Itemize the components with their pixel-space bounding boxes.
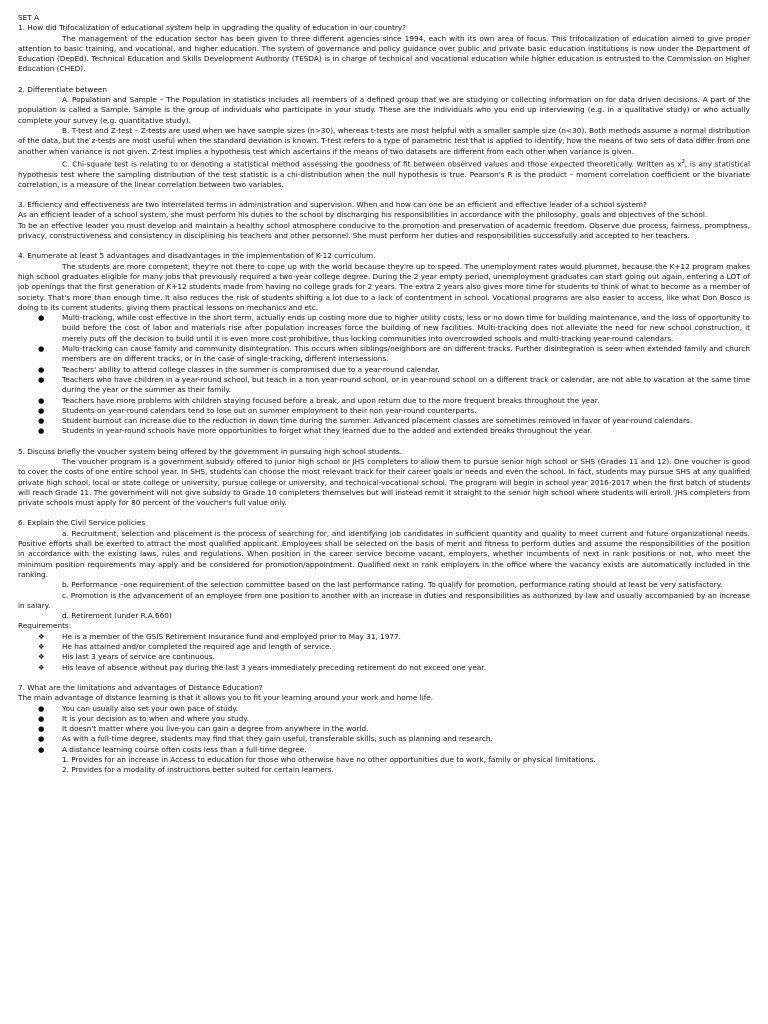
list-item (18, 724, 750, 734)
bullet-icon: ● (38, 713, 45, 723)
answer-7-intro: The main advantage of distance learning is that it allows you to fit your learning around your work and home life. (18, 693, 434, 703)
list-item (18, 652, 750, 662)
list-item (18, 365, 750, 375)
answer-3-efficient: As an efficient leader of a school system, she must perform his duties to the school by discharging his responsibilities in accordance with the philosophy, goals and objectives of the school. (18, 210, 708, 220)
question-7: 7. What are the limitations and advantages of Distance Education? (18, 682, 263, 692)
list-item-text: Students in year-round schools have more opportunities to forget what they learned due to the added and extended breaks throughout the year. (62, 426, 593, 436)
question-4: 4. Enumerate at least 5 advantages and disadvantages in the implementation of K-12 curriculum. (18, 251, 376, 261)
list-item-text: Teachers have more problems with children staying focused before a break, and upon return due to the more frequent breaks throughout the year. (62, 395, 600, 405)
answer-6b: b. Performance –one requirement of the selection committee based on the last performance rating. To qualify for promotion, performance rating should at least be very satisfactory. (62, 580, 723, 590)
bullet-icon: ● (38, 426, 45, 436)
answer-6d: d. Retirement (under R.A.660) (62, 611, 172, 621)
list-item-text: A distance learning course often costs less than a full-time degree. (62, 744, 307, 754)
diamond-bullet-icon: ❖ (38, 652, 45, 662)
list-item (18, 426, 750, 436)
bullet-icon: ● (38, 344, 45, 354)
bullet-icon: ● (38, 364, 45, 374)
list-item-text: You can usually also set your own pace of study. (62, 703, 238, 713)
list-item-text: It is your decision as to when and where you study. (62, 713, 249, 723)
answer-2c (18, 157, 750, 190)
bullet-icon: ● (38, 744, 45, 754)
list-item (18, 344, 750, 365)
list-item (18, 714, 750, 724)
numbered-item-1: 1. Provides for an increase in Access to education for those who otherwise have no other opportunities due to work, family or physical limitations. (62, 755, 596, 765)
list-item-text: His last 3 years of service are continuous. (62, 652, 215, 662)
answer-6c: c. Promotion is the advancement of an employee from one position to another with an increase in duties and responsibilities as authorized by law and usually accompanied by an increase in salary. (18, 590, 750, 610)
list-item-text: He has attained and/or completed the required age and length of service. (62, 642, 332, 652)
list-item-text: Students on year-round calendars tend to lose out on summer employment to their non year-round counterparts. (62, 405, 477, 415)
question-3: 3. Efficiency and effectiveness are two interrelated terms in administration and supervision. When and how can one be an efficient and effective leader of a school system? (18, 200, 647, 210)
bullet-icon: ● (38, 395, 45, 405)
list-item-text: Multi-tracking can cause family and community disintegration. This occurs when siblings/neighbors are on different tracks. Further disintegration is seen when extended family and church members are on different tracks, or in the case of single-tracking, different intersessions. (62, 344, 750, 364)
bullet-icon: ● (38, 313, 45, 323)
list-item (18, 375, 750, 396)
answer-6a: a. Recruitment, selection and placement is the process of searching for, and identifying job candidates in sufficient quantity and quality to meet current and future organizational needs. Positive efforts shall be exerted to attract the most qualified applicant. Employees shall be selected on the basis of merit and fitness to perform duties and assume the responsibilities of the position in accordance with the existing laws, rules and regulations. When position in the career service become vacant, employers, whether incumbents of next in rank positions or not, who meet the minimum position requirements may apply and be considered for promotion/appointment. Qualified next in rank employers in the office where the vacancy exists are automatically included in the ranking. (18, 528, 750, 579)
list-item-text: Teachers' ability to attend college classes in the summer is compromised due to a year-round calendar. (62, 364, 440, 374)
list-item (18, 406, 750, 416)
bullet-icon: ● (38, 405, 45, 415)
answer-5: The voucher program is a government subsidy offered to junior high school or JHS completers to allow them to pursue senior high school or SHS (Grades 11 and 12). One voucher is good to cover the costs of one entire school year. In SHS, students can choose the most relevant track for their career goals or needs and even the school. In fact, students may pursue SHS at any qualified private high school, local or state college or university, pursue college or university, and technical-vocational school. The program will begin in school year 2016-2017 when the first batch of students will reach Grade 11. The government will not give subsidy to Grade 10 completers themselves but will instead remit it straight to the senior high school where students will enroll. JHS completers from private schools must apply for 80 percent of the voucher's full value only. (18, 457, 750, 508)
requirements-label: Requirements: (18, 621, 72, 631)
list-item (18, 642, 750, 652)
list-item (18, 416, 750, 426)
answer-3-effective: To be an effective leader you must develop and maintain a healthy school atmosphere conducive to the promotion and preservation of academic freedom. Observe due process, fairness, promptness, privacy, constructiveness and consistency in disciplining his teachers and other personnel. She must perform her duties and responsibilities successfully and accepted to her teachers. (18, 220, 750, 241)
list-item-text: Multi-tracking, while cost effective in the short term, actually ends up costing more due to higher utility costs, less or no down time for building maintenance, and the loss of opportunity to build before the cost of labor and materials rise after population increases force the building of new facilities. Multi-tracking does not alleviate the need for new school construction, it merely puts off the decision to build until it is even more cost prohibitive, thus locking communities into overcrowded schools and multi-tracking year-round calendars. (62, 313, 750, 343)
list-item-text: It doesn't matter where you live-you can gain a degree from anywhere in the world. (62, 724, 369, 734)
list-item (18, 632, 750, 642)
bullet-icon: ● (38, 734, 45, 744)
answer-2a: A. Population and Sample – The Population in statistics includes all members of a defined group that we are studying or collecting information on for data driven decisions. A part of the population is called a Sample. Sample is the group of individuals who participate in your study. These are the individuals who you end up interviewing (e.g. in a qualitative study) or who actually complete your survey (e.g. quantitative study). (18, 95, 750, 125)
answer-1: The management of the education sector has been given to three different agencies since 1994, each with its own area of focus. This trifocalization of education aimed to give proper attention to basic training, and vocational, and higher education. The system of governance and policy guidance over public and private basic education institutions is now under the Department of Education (DepEd). Technical Education and Skills Development Authority (TESDA) is in charge of technical and vocational education while higher education is entrusted to the Commission on Higher Education (CHED). (18, 33, 750, 74)
bullet-icon: ● (38, 724, 45, 734)
answer-2c-superscript: 2 (681, 158, 685, 165)
answer-2b: B. T-test and Z-test – Z-tests are used when we have sample sizes (n>30), whereas t-tests are most helpful with a smaller sample size (n<30). Both methods assume a normal distribution of the data, but the z-tests are most useful when the standard deviation is known. T-test refers to a type of parametric test that is applied to identify, how the means of two sets of data differ from one another when variance is not given. Z-test implies a hypothesis test which ascertains if the means of two datasets are different from each other when variance is given. (18, 125, 750, 156)
list-item (18, 396, 750, 406)
question-1: 1. How did Trifocalization of educational system help in upgrading the quality of education in our country? (18, 23, 407, 33)
diamond-bullet-icon: ❖ (38, 662, 45, 672)
list-item (18, 313, 750, 344)
answer-2c-after: , is any statistical hypothesis test where the sampling distribution of the test statistic is a chi-distribution when the null hypothesis is true. Pearson's R is the product – moment correlation coefficient or the bivariate correlation, is a measure of the linear correlation between two variables. (18, 159, 750, 189)
numbered-item-2: 2. Provides for a modality of instructions better suited for certain learners. (62, 765, 334, 775)
list-item-text: He is a member of the GSIS Retirement Insurance fund and employed prior to May 31, 1977. (62, 631, 401, 641)
document-page (18, 13, 750, 776)
answer-2c-before: C. Chi-square test is relating to or denoting a statistical method assessing the goodness of fit between observed values and those expected theoretically. Written as x (62, 159, 682, 169)
bullet-icon: ● (38, 703, 45, 713)
list-item (18, 745, 750, 755)
list-item-text: Teachers who have children in a year-round school, but teach in a non year-round school, or in year-round school on a different track or calendar, are not able to vacation at the same time during the year or the summer as their family. (62, 374, 750, 395)
list-item (18, 663, 750, 673)
question-5: 5. Discuss briefly the voucher system being offered by the government in pursuing high school students. (18, 446, 403, 456)
answer-4: The students are more competent, they're not there to cope up with the world because they're up to speed. The unemployment rates would plummet, because the K+12 program makes high school graduates eligible for many jobs that previously required a two-year college degree. During the 2 year empty period, unemployment graduates can start going out again, entering a LOT of job openings that the first generation of K+12 students made from having no college grads for 2 years. The extra 2 years also gives more time for students to think of what to become as a member of society. That's more than enough time. It also reduces the risk of students shifting a lot due to a lack of contentment in school. Vocational programs are also easier to access, like what Don Bosco is doing to its current students, giving them practical lessons on mechanics and etc. (18, 261, 750, 312)
list-item (18, 734, 750, 744)
advantages-list (18, 704, 750, 755)
diamond-bullet-icon: ❖ (38, 642, 45, 652)
diamond-bullet-icon: ❖ (38, 631, 45, 641)
question-2: 2. Differentiate between (18, 84, 107, 94)
set-title: SET A (18, 13, 40, 22)
list-item (18, 704, 750, 714)
disadvantages-list (18, 313, 750, 437)
bullet-icon: ● (38, 374, 45, 384)
list-item-text: Student burnout can increase due to the reduction in down time during the summer. Advanced placement classes are sometimes removed in favor of year-round calendars. (62, 416, 693, 426)
question-6: 6. Explain the Civil Service policies (18, 518, 146, 528)
requirements-list (18, 632, 750, 673)
list-item-text: As with a full-time degree, students may find that they gain useful, transferable skills, such as planning and research. (62, 734, 493, 744)
bullet-icon: ● (38, 416, 45, 426)
list-item-text: His leave of absence without pay during the last 3 years immediately preceding retirement do not exceed one year. (62, 662, 486, 672)
